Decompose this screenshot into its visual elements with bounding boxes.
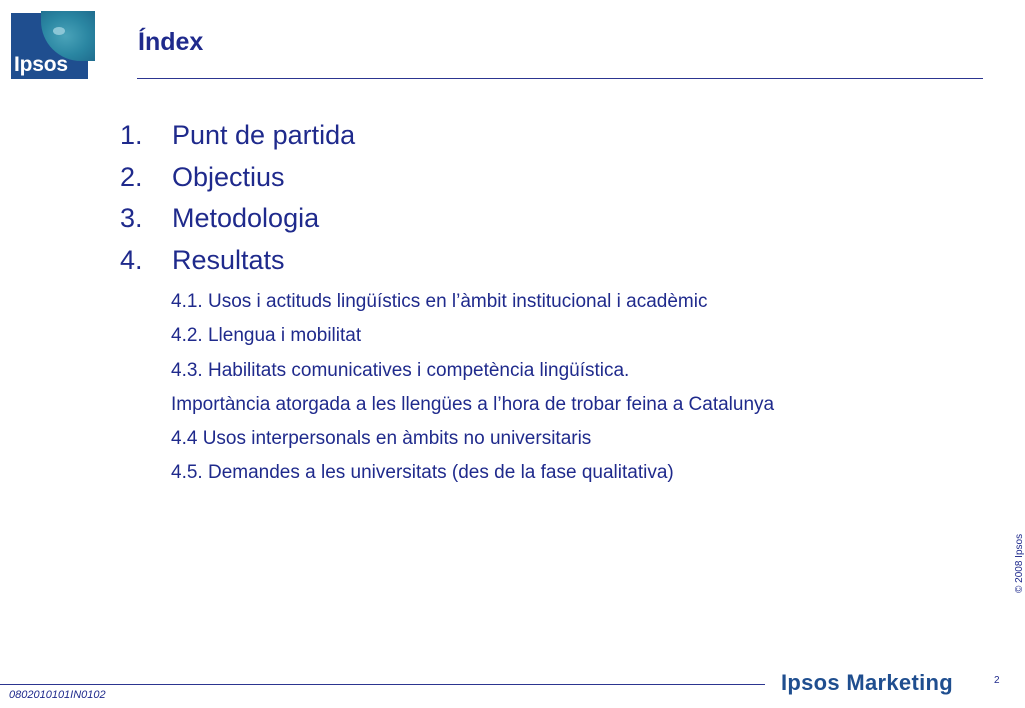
index-item xyxy=(120,157,355,199)
copyright-notice: © 2008 Ipsos xyxy=(1014,533,1025,593)
index-item-label: Resultats xyxy=(172,244,285,275)
logo-wordmark: Ipsos xyxy=(14,53,68,76)
sub-index-item: 4.4 Usos interpersonals en àmbits no universitaris xyxy=(171,428,592,450)
slide-title: Índex xyxy=(138,28,204,56)
index-item-number: 3. xyxy=(120,203,143,233)
main-index-list xyxy=(120,115,355,281)
index-item-number: 2. xyxy=(120,161,143,192)
sub-index-item: Importància atorgada a les llengües a l’hora de trobar feina a Catalunya xyxy=(171,393,775,415)
sub-index-item: 4.5. Demandes a les universitats (des de la fase qualitativa) xyxy=(171,462,674,484)
index-item xyxy=(120,240,355,282)
sub-index-item: 4.3. Habilitats comunicatives i competència lingüística. xyxy=(171,359,630,381)
sub-index-list xyxy=(171,287,774,493)
index-item-label: Punt de partida xyxy=(172,120,356,150)
page-number: 2 xyxy=(994,675,1000,686)
ipsos-logo xyxy=(11,13,88,79)
footer-divider xyxy=(0,684,765,685)
index-item-number: 4. xyxy=(120,244,143,275)
title-divider xyxy=(137,78,983,79)
document-code: 0802010101IN0102 xyxy=(9,689,106,701)
index-item xyxy=(120,115,355,157)
brand-name: Ipsos Marketing xyxy=(781,670,953,695)
index-item-number: 1. xyxy=(120,120,143,150)
index-item-label: Objectius xyxy=(172,161,285,192)
index-item-label: Metodologia xyxy=(172,203,320,233)
sub-index-item: 4.1. Usos i actituds lingüístics en l’àmbit institucional i acadèmic xyxy=(171,291,708,312)
sub-index-item: 4.2. Llengua i mobilitat xyxy=(171,325,362,347)
index-item xyxy=(120,198,355,240)
